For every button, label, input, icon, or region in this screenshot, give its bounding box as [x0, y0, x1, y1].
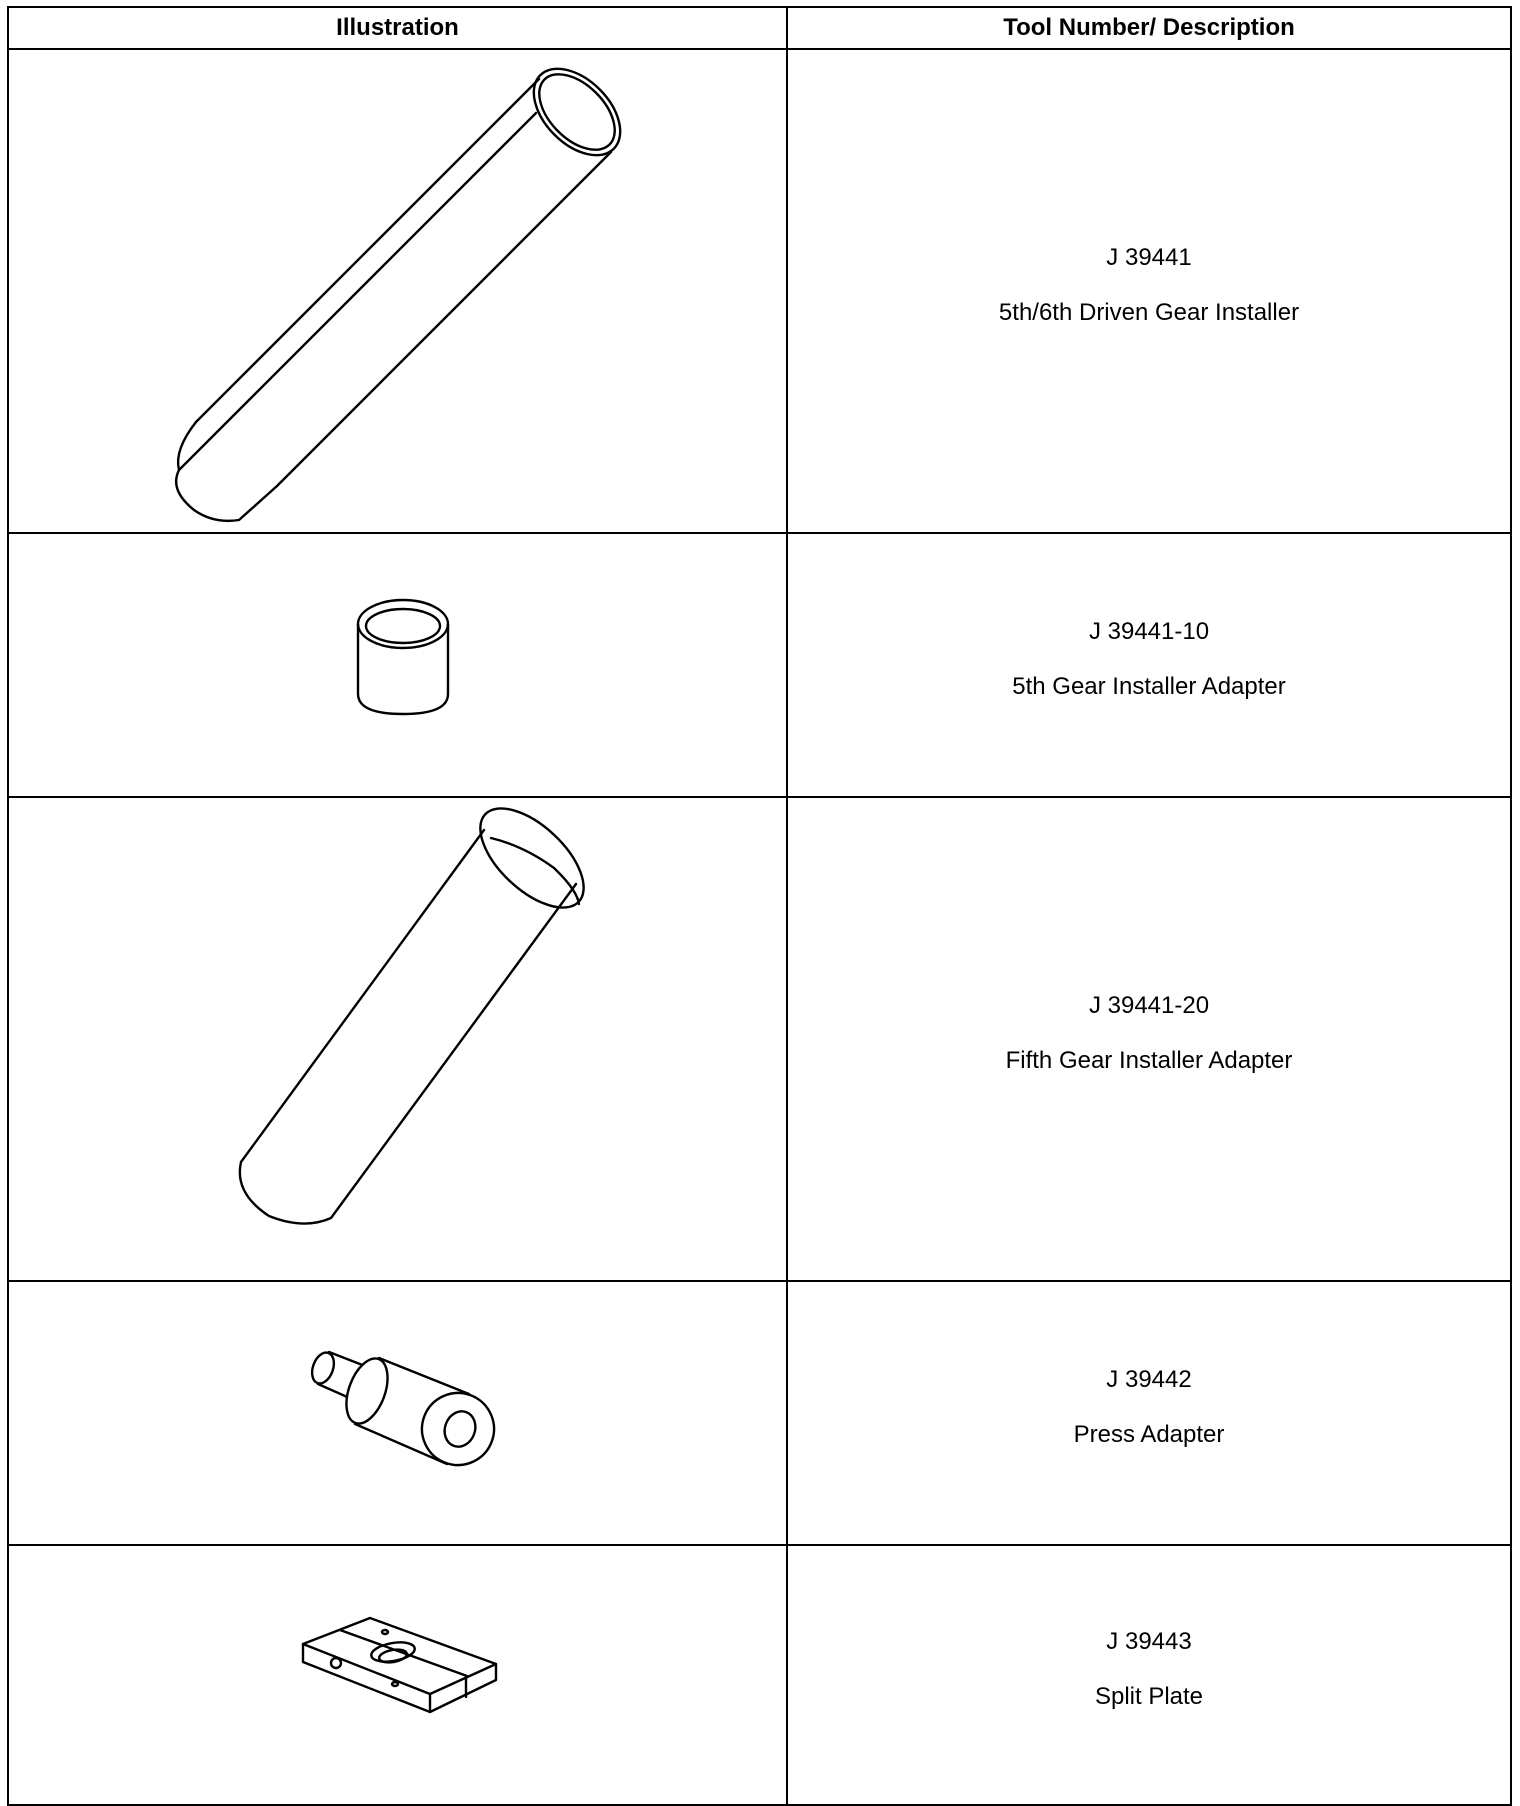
description-cell [787, 533, 1511, 797]
header-illustration: Illustration [8, 7, 787, 49]
press-adapter-icon [9, 1282, 788, 1544]
tool-number: J 39443 [1106, 1628, 1192, 1655]
long-tube-installer-icon [9, 50, 788, 532]
tools-table [7, 6, 1512, 1806]
description-cell [787, 49, 1511, 533]
tool-description: 5th Gear Installer Adapter [1012, 673, 1286, 700]
illustration-cell [8, 1545, 787, 1805]
tool-description: Split Plate [1094, 1683, 1204, 1710]
tube-adapter-icon [9, 798, 788, 1280]
table-row [8, 797, 1511, 1281]
tool-number: J 39441 [1106, 244, 1192, 271]
table-row [8, 533, 1511, 797]
illustration-cell [8, 533, 787, 797]
tool-description: Fifth Gear Installer Adapter [1005, 1047, 1293, 1074]
illustration-cell [8, 1281, 787, 1545]
illustration-cell [8, 49, 787, 533]
tool-description: Press Adapter [1073, 1421, 1225, 1448]
tool-description: 5th/6th Driven Gear Installer [998, 299, 1300, 326]
description-cell [787, 1545, 1511, 1805]
table-row [8, 1281, 1511, 1545]
table-row [8, 1545, 1511, 1805]
split-plate-icon [9, 1546, 788, 1804]
description-cell [787, 797, 1511, 1281]
tool-number: J 39442 [1106, 1366, 1192, 1393]
illustration-cell [8, 797, 787, 1281]
table-header-row [8, 7, 1511, 49]
tool-number: J 39441-10 [1088, 618, 1210, 645]
table-row [8, 49, 1511, 533]
description-cell [787, 1281, 1511, 1545]
header-tool-description: Tool Number/ Description [787, 7, 1511, 49]
short-sleeve-adapter-icon [9, 534, 788, 796]
tool-number: J 39441-20 [1088, 992, 1210, 1019]
